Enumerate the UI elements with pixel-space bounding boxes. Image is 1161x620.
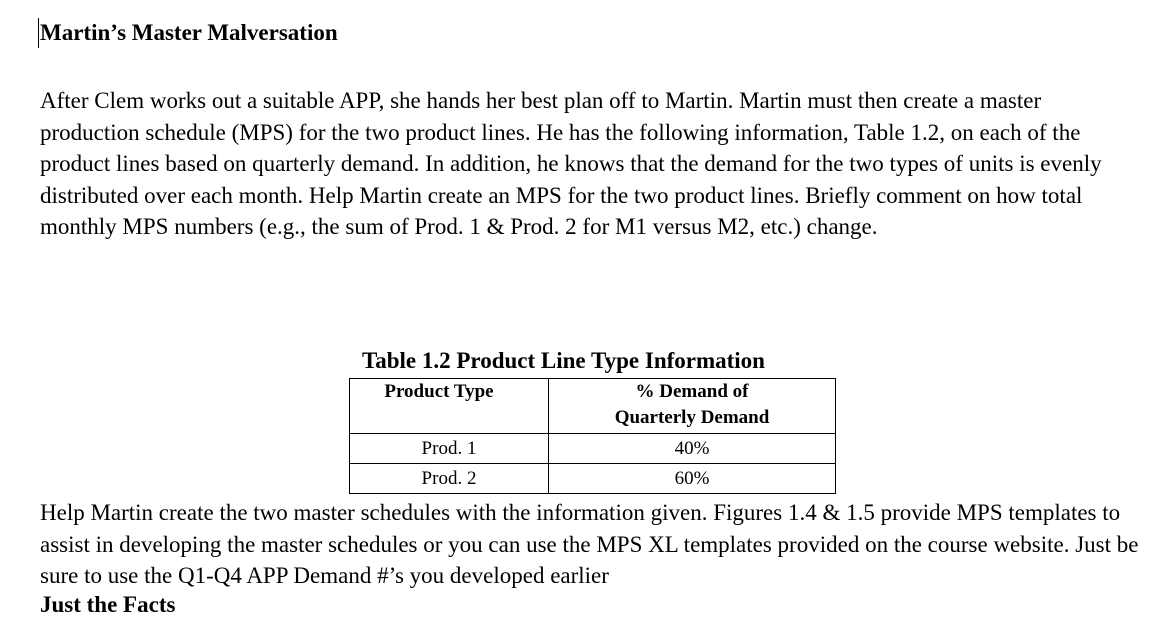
table-header-row (350, 379, 836, 434)
text-cursor (38, 18, 39, 48)
next-section-heading: Just the Facts (40, 592, 176, 617)
table-row (350, 464, 836, 494)
table-row (350, 434, 836, 464)
table-caption: Table 1.2 Product Line Type Information (362, 348, 765, 373)
header-product-type: Product Type (350, 379, 549, 434)
body-paragraph-1: After Clem works out a suitable APP, she hands her best plan off to Martin. Martin must then create a master production schedule (MPS) for the two product lines. He has the following information, Table 1.2, on each of the product lines based on quarterly demand. In addition, he knows that the demand for the two types of units is evenly distributed over each month. Help Martin create an MPS for the two product lines. Briefly comment on how total monthly MPS numbers (e.g., the sum of Prod. 1 & Prod. 2 for M1 versus M2, etc.) change. (40, 88, 1102, 239)
section-heading: Martin’s Master Malversation (40, 20, 338, 45)
body-paragraph-2: Help Martin create the two master schedules with the information given. Figures 1.4 & 1.5 provide MPS templates to assist in developing the master schedules or you can use the MPS XL templates provided on the course website. Just be sure to use the Q1-Q4 APP Demand #’s you developed earlier (40, 500, 1139, 588)
header-percent-demand (549, 379, 836, 434)
cell-percent: 60% (549, 464, 836, 494)
header-percent-line1: % Demand of (635, 381, 749, 402)
cell-product: Prod. 1 (350, 434, 549, 464)
cell-percent: 40% (549, 434, 836, 464)
product-line-table (349, 378, 836, 494)
cell-product: Prod. 2 (350, 464, 549, 494)
header-percent-line2: Quarterly Demand (614, 407, 770, 428)
